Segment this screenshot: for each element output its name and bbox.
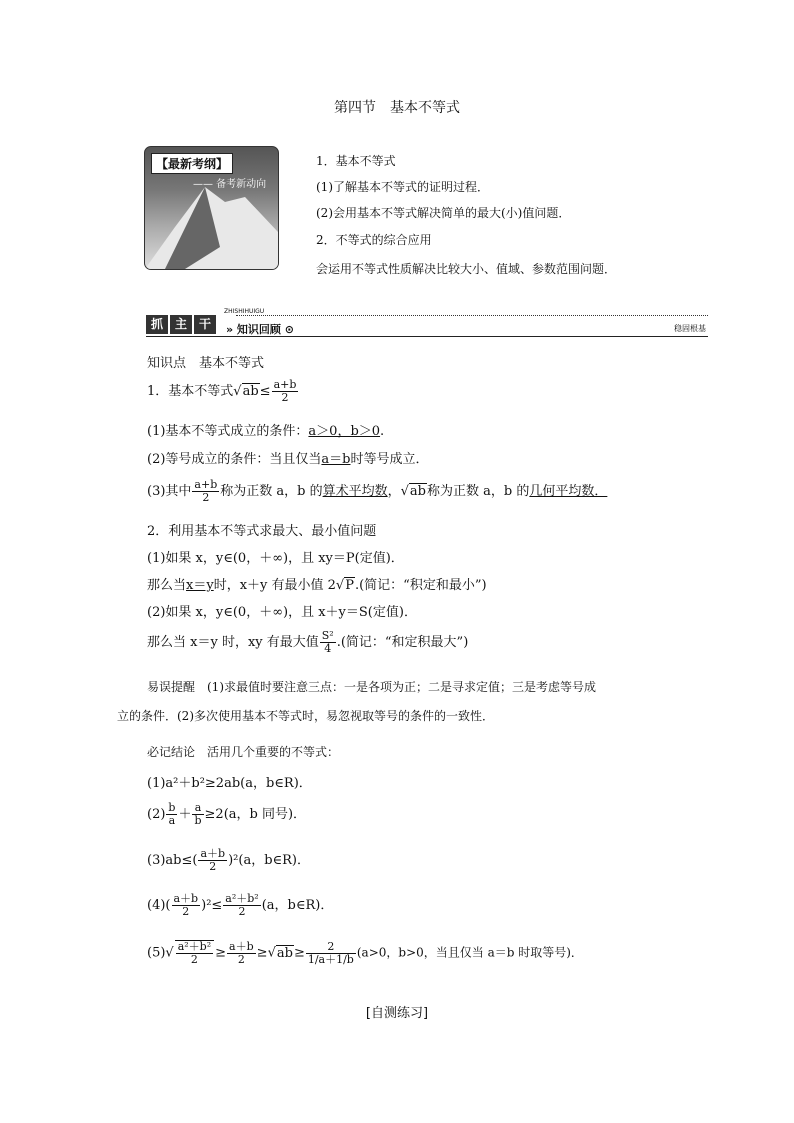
kp-title: 知识点 基本不等式 — [147, 356, 265, 371]
section-1: 1．基本不等式√ab≤ $\frac{a+b}{2}$ — [147, 378, 297, 404]
cond-2: (2)等号成立的条件：当且仅当a＝b时等号成立． — [147, 452, 429, 467]
memo-5: (5)√ $\frac{\text{a²＋b²}}{2}$ ≥ $\frac{a+b}{2}$ ≥√ab≥ $\frac{2}{1/a+1/b}$ (a>0，b>0，当且仅当 a＝b 时取等号)． — [147, 939, 583, 966]
cond-1: (1)基本不等式成立的条件：a＞0，b＞0. — [147, 424, 385, 439]
warning-2: 立的条件．(2)多次使用基本不等式时，易忽视取等号的条件的一致性． — [117, 709, 495, 723]
memo-1: (1)a²＋b²≥2ab(a，b∈R)． — [147, 776, 312, 791]
band-right: 稳固根基 — [674, 324, 706, 333]
band-char-2: 主 — [170, 315, 192, 334]
memo-3: (3)ab≤( $\frac{a+b}{2}$ )²(a，b∈R)． — [147, 847, 310, 873]
line-d3: (2)如果 x，y∈(0，＋∞)，且 x＋y＝S(定值)． — [147, 605, 417, 620]
outline-4: 2．不等式的综合应用 — [316, 233, 432, 247]
outline-3: (2)会用基本不等式解决简单的最大(小)值问题． — [316, 206, 571, 220]
band-pinyin: ZHISHIHUIGU — [224, 308, 265, 315]
memo-title: 必记结论 活用几个重要的不等式： — [147, 745, 340, 759]
band-char-1: 抓 — [146, 315, 168, 334]
image-subtitle: —— 备考新动向 — [193, 179, 267, 190]
memo-2: (2) $\frac{b}{a}$ ＋ $\frac{a}{b}$ ≥2(a，b 同号)． — [147, 801, 307, 827]
warning-1: 易误提醒 (1)求最值时要注意三点：一是各项为正；二是寻求定值；三是考虑等号成 — [147, 680, 597, 694]
practice-title: [自测练习] — [365, 1006, 429, 1021]
band-char-3: 干 — [194, 315, 216, 334]
outline-1: 1．基本不等式 — [316, 154, 396, 168]
outline-2: (1)了解基本不等式的证明过程． — [316, 180, 489, 194]
section-2: 2．利用基本不等式求最大、最小值问题 — [147, 524, 377, 539]
line-d1: (1)如果 x，y∈(0，＋∞)，且 xy＝P(定值)． — [147, 551, 404, 566]
band-label: » 知识回顾 ⊙ — [226, 323, 294, 336]
outline-5: 会运用不等式性质解决比较大小、值域、参数范围问题． — [316, 262, 617, 276]
image-tag: 【最新考纲】 — [151, 153, 233, 174]
memo-4: (4)( $\frac{a+b}{2}$ )²≤ $\frac{\text{a²＋b²}}{2}$ (a，b∈R)． — [147, 892, 334, 918]
cond-3: (3)其中 $\frac{a+b}{2}$ 称为正数 a，b 的算术平均数，√ab称为正数 a，b 的几何平均数． — [147, 478, 608, 504]
line-d4: 那么当 x＝y 时，xy 有最大值 $\frac{\text{S²}}{4}$ .(简记：“和定积最大”) — [147, 629, 469, 655]
page-title: 第四节 基本不等式 — [334, 100, 460, 116]
section-band — [146, 308, 708, 337]
line-d2: 那么当x＝y时，x＋y 有最小值 2√P.(简记：“积定和最小”) — [147, 578, 487, 593]
mountain-image — [144, 146, 279, 270]
